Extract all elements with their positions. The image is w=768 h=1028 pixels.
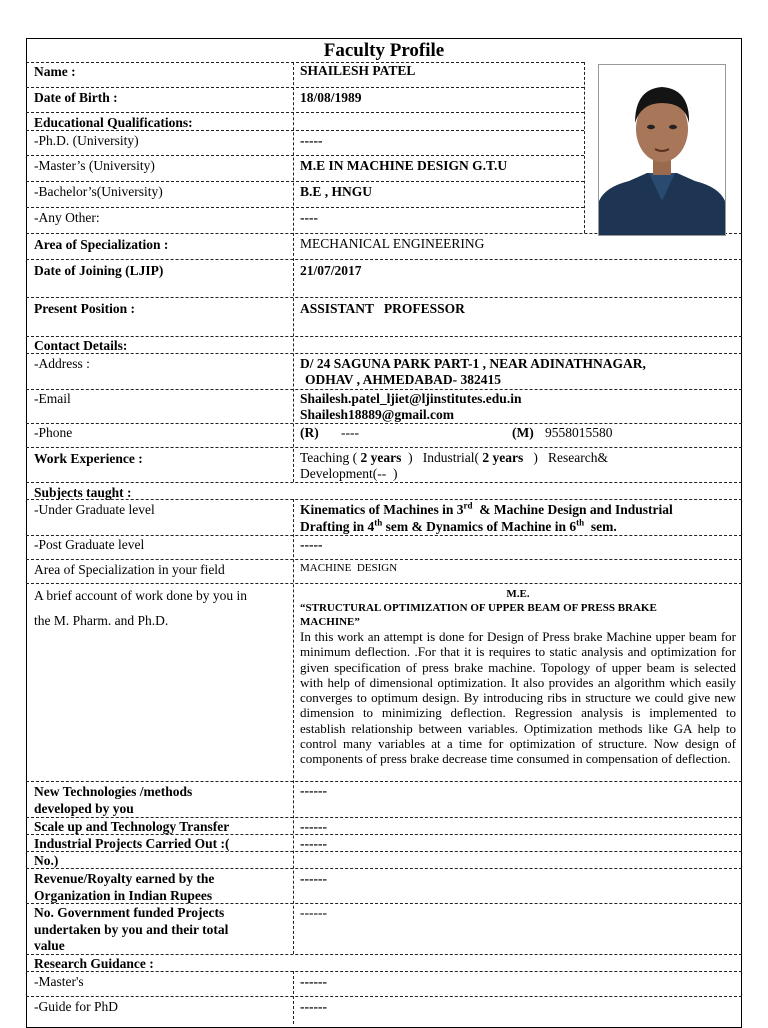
subjects-heading: Subjects taught : <box>34 485 132 500</box>
field-value: MACHINE DESIGN <box>300 562 398 574</box>
guidance-phd-label: -Guide for PhD <box>34 999 118 1014</box>
specialization-value: MECHANICAL ENGINEERING <box>300 236 485 251</box>
tech-value: ------ <box>300 783 327 798</box>
email-primary[interactable]: Shailesh.patel_ljiet@ljinstitutes.edu.in <box>300 391 522 406</box>
other-label: -Any Other: <box>34 210 100 225</box>
tech-label-line1: New Technologies /methods <box>34 784 193 799</box>
pg-label: -Post Graduate level <box>34 537 145 552</box>
work-description: In this work an attempt is done for Design of Press brake Machine upper beam for minimum deflection. .For that it is requires to static analysis and optimization for given specification of press brake machine. Topology of upper beam is selected with help of dimensional optimization. It also provides an algorithm which easily converges to optimum design. By introducing ribs in structure we could give new dimension to minimizing deflection. Regression analysis is implemented to establish relationship between variables. Optimization methods like GA help to control many variables at a time for optimization of structure. Now design of components of press brake decrease time consumed in compensation of deflection. <box>300 629 736 767</box>
govt-label-line1: No. Government funded Projects <box>34 905 225 920</box>
name-label: Name : <box>34 64 76 79</box>
phd-label: -Ph.D. (University) <box>34 133 139 148</box>
phd-value: ----- <box>300 133 323 148</box>
education-heading: Educational Qualifications: <box>34 115 193 130</box>
page-title: Faculty Profile <box>323 40 445 61</box>
person-photo-icon <box>599 65 725 235</box>
specialization-label: Area of Specialization : <box>34 237 169 252</box>
address-line2: ODHAV , AHMEDABAD- 382415 <box>305 372 502 387</box>
phone-res-tag: (R) <box>300 425 319 440</box>
revenue-label-line2: Organization in Indian Rupees <box>34 888 213 903</box>
ug-line2: Drafting in 4th sem & Dynamics of Machine in 6th sem. <box>300 517 617 534</box>
bachelors-value: B.E , HNGU <box>300 184 373 199</box>
other-value: ---- <box>300 210 318 225</box>
experience-label: Work Experience : <box>34 451 143 466</box>
work-degree: M.E. <box>506 588 530 600</box>
revenue-label-line1: Revenue/Royalty earned by the <box>34 871 215 886</box>
address-label: -Address : <box>34 356 90 371</box>
position-label: Present Position : <box>34 301 135 316</box>
phone-label: -Phone <box>34 425 73 440</box>
guidance-heading: Research Guidance : <box>34 956 154 971</box>
address-line1: D/ 24 SAGUNA PARK PART-1 , NEAR ADINATHNAGAR, <box>300 356 646 371</box>
masters-value: M.E IN MACHINE DESIGN G.T.U <box>300 158 508 173</box>
joining-value: 21/07/2017 <box>300 263 362 278</box>
govt-label-line3: value <box>34 938 65 953</box>
name-value: SHAILESH PATEL <box>300 63 416 78</box>
guidance-masters-label: -Master's <box>34 974 84 989</box>
work-label-line1: A brief account of work done by you in <box>34 588 247 603</box>
industrial-value: ------ <box>300 836 327 851</box>
phone-res-value: ---- <box>341 425 359 440</box>
dob-label: Date of Birth : <box>34 90 118 105</box>
position-value: ASSISTANT PROFESSOR <box>300 301 465 316</box>
guidance-phd-value: ------ <box>300 999 327 1014</box>
contact-heading: Contact Details: <box>34 338 128 353</box>
scale-label: Scale up and Technology Transfer <box>34 819 230 834</box>
scale-value: ------ <box>300 819 327 834</box>
email-label: -Email <box>34 391 71 406</box>
industrial-label-line2: No.) <box>34 853 59 868</box>
ug-label: -Under Graduate level <box>34 502 155 517</box>
faculty-photo <box>598 64 726 236</box>
revenue-value: ------ <box>300 871 327 886</box>
experience-line2: Development(-- ) <box>300 466 398 481</box>
joining-label: Date of Joining (LJIP) <box>34 263 164 278</box>
tech-label-line2: developed by you <box>34 801 134 816</box>
experience-line1: Teaching ( 2 years ) Industrial( 2 years ) Research& <box>300 450 608 465</box>
pg-value: ----- <box>300 537 323 552</box>
field-label: Area of Specialization in your field <box>34 562 225 577</box>
work-title-line2: MACHINE” <box>300 616 360 628</box>
work-label-line2: the M. Pharm. and Ph.D. <box>34 613 169 628</box>
govt-label-line2: undertaken by you and their total <box>34 922 229 937</box>
work-title-line1: “STRUCTURAL OPTIMIZATION OF UPPER BEAM OF PRESS BRAKE <box>300 602 657 614</box>
govt-value: ------ <box>300 905 327 920</box>
ug-line1: Kinematics of Machines in 3rd & Machine Design and Industrial <box>300 500 673 517</box>
masters-label: -Master’s (University) <box>34 158 155 173</box>
phone-mob-value: 9558015580 <box>545 425 613 440</box>
guidance-masters-value: ------ <box>300 974 327 989</box>
dob-value: 18/08/1989 <box>300 90 362 105</box>
bachelors-label: -Bachelor’s(University) <box>34 184 163 199</box>
email-secondary[interactable]: Shailesh18889@gmail.com <box>300 407 454 422</box>
phone-mob-tag: (M) <box>512 425 534 440</box>
industrial-label-line1: Industrial Projects Carried Out :( <box>34 836 230 851</box>
